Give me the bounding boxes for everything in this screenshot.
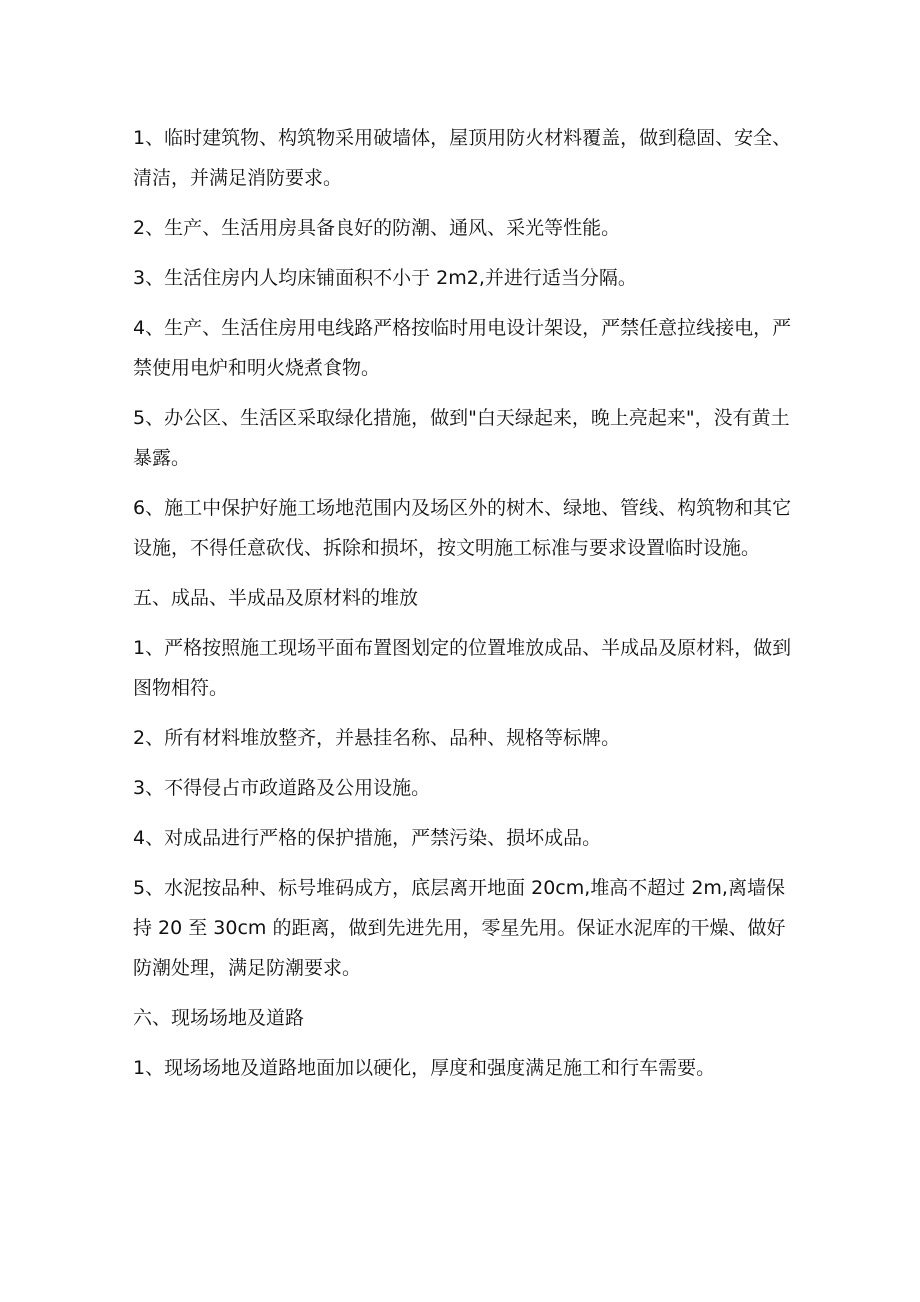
- section-heading-6: 六、现场场地及道路: [133, 1007, 305, 1029]
- section-heading-5: 五、成品、半成品及原材料的堆放: [133, 587, 419, 609]
- paragraph-5: 5、办公区、生活区采取绿化措施，做到"白天绿起来，晚上亮起来"，没有黄土暴露。: [133, 407, 790, 469]
- paragraph-12: 1、现场场地及道路地面加以硬化，厚度和强度满足施工和行车需要。: [133, 1057, 716, 1079]
- paragraph-8: 2、所有材料堆放整齐，并悬挂名称、品种、规格等标牌。: [133, 727, 621, 749]
- paragraph-3: 3、生活住房内人均床铺面积不小于 2m2,并进行适当分隔。: [133, 267, 637, 289]
- paragraph-1: 1、临时建筑物、构筑物采用破墙体，屋顶用防火材料覆盖，做到稳固、安全、清洁，并满足消防要求。: [133, 127, 792, 189]
- paragraph-4: 4、生产、生活住房用电线路严格按临时用电设计架设，严禁任意拉线接电，严禁使用电炉和明火烧煮食物。: [133, 317, 792, 379]
- paragraph-7: 1、严格按照施工现场平面布置图划定的位置堆放成品、半成品及原材料，做到图物相符。: [133, 637, 792, 699]
- paragraph-6: 6、施工中保护好施工场地范围内及场区外的树木、绿地、管线、构筑物和其它设施，不得任意砍伐、拆除和损坏，按文明施工标准与要求设置临时设施。: [133, 497, 792, 559]
- paragraph-2: 2、生产、生活用房具备良好的防潮、通风、采光等性能。: [133, 217, 621, 239]
- paragraph-10: 4、对成品进行严格的保护措施，严禁污染、损坏成品。: [133, 827, 602, 849]
- paragraph-11: 5、水泥按品种、标号堆码成方，底层离开地面 20cm,堆高不超过 2m,离墙保持 20 至 30cm 的距离，做到先进先用，零星先用。保证水泥库的干燥、做好防潮处理，满足防潮要求。: [133, 877, 786, 979]
- document-body: [133, 118, 803, 1098]
- paragraph-9: 3、不得侵占市政道路及公用设施。: [133, 777, 431, 799]
